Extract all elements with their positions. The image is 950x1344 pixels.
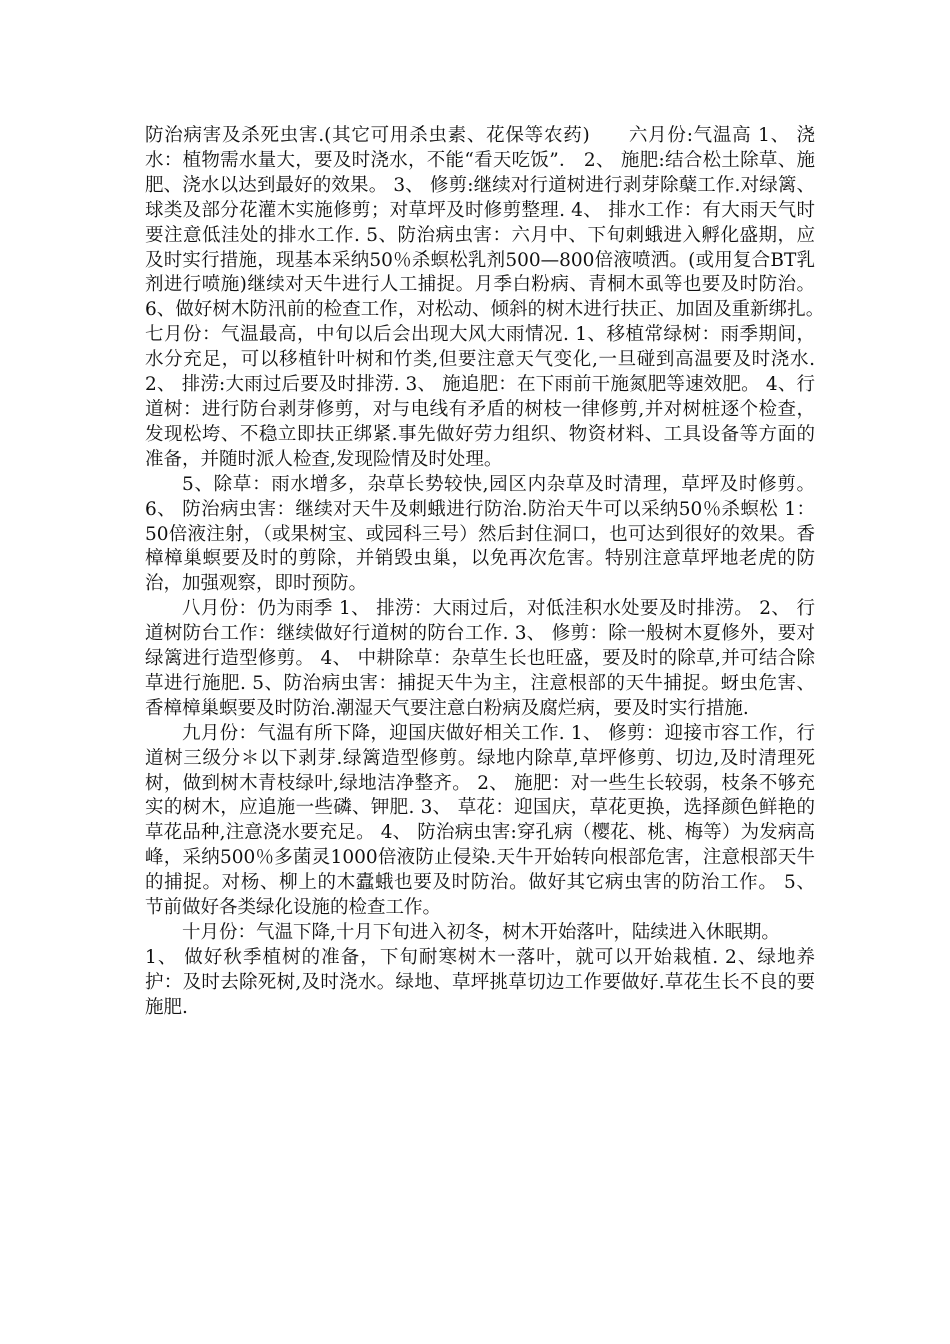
paragraph-june-july: 防治病害及杀死虫害.(其它可用杀虫素、花保等农药) 六月份:气温高 1、 浇水：植物需水量大，要及时浇水，不能“看天吃饭”． 2、 施肥:结合松土除草、施肥、浇水以达到最好的效果。 3、 修剪:继续对行道树进行剥芽除蘖工作.对绿篱、球类及部分花灌木实施修剪；对草坪及时修剪整理. 4、 排水工作：有大雨天气时要注意低洼处的排水工作. 5、防治病虫害：六月中、下旬刺蛾进入孵化盛期，应及时实行措施，现基本采纳50％杀螟松乳剂500—800倍液喷洒。(或用复合BT乳剂进行喷施)继续对天牛进行人工捕捉。月季白粉病、青桐木虱等也要及时防治。 6、做好树木防汛前的检查工作，对松动、倾斜的树木进行扶正、加固及重新绑扎。 七月份：气温最高，中旬以后会出现大风大雨情况. 1、移植常绿树：雨季期间，水分充足，可以移植针叶树和竹类,但要注意天气变化,一旦碰到高温要及时浇水. 2、 排涝:大雨过后要及时排涝. 3、 施追肥：在下雨前干施氮肥等速效肥。 4、行道树：进行防台剥芽修剪，对与电线有矛盾的树枝一律修剪,并对树桩逐个检查，发现松垮、不稳立即扶正绑紧.事先做好劳力组织、物资材料、工具设备等方面的准备，并随时派人检查,发现险情及时处理。 (145, 125, 853, 470)
paragraph-september: 九月份：气温有所下降，迎国庆做好相关工作. 1、 修剪：迎接市容工作，行道树三级分＊以下剥芽.绿篱造型修剪。绿地内除草,草坪修剪、切边,及时清理死树，做到树木青枝绿叶,绿地洁净整齐。 2、 施肥：对一些生长较弱，枝条不够充实的树木，应追施一些磷、钾肥. 3、 草花：迎国庆，草花更换，选择颜色鲜艳的草花品种,注意浇水要充足。 4、 防治病虫害:穿孔病（樱花、桃、梅等）为发病高峰，采纳500％多菌灵1000倍液防止侵染.天牛开始转向根部危害，注意根部天牛的捕捉。对杨、柳上的木蠹蛾也要及时防治。做好其它病虫害的防治工作。 5、 节前做好各类绿化设施的检查工作。 (145, 722, 815, 919)
paragraph-october: 十月份：气温下降,十月下旬进入初冬，树木开始落叶，陆续进入休眠期。 (182, 922, 780, 943)
paragraph-october-tasks: 1、 做好秋季植树的准备，下旬耐寒树木一落叶，就可以开始栽植. 2、绿地养护：及时去除死树,及时浇水。绿地、草坪挑草切边工作要做好.草花生长不良的要施肥. (145, 946, 815, 1018)
paragraph-july-weeding: 5、除草：雨水增多，杂草长势较快,园区内杂草及时清理，草坪及时修剪。6、 防治病虫害：继续对天牛及刺蛾进行防治.防治天牛可以采纳50％杀螟松 1：50倍液注射，（或果树宝、或园科三号）然后封住洞口，也可达到很好的效果。香樟樟巢螟要及时的剪除，并销毁虫巢，以免再次危害。特别注意草坪地老虎的防治，加强观察，即时预防。 (145, 473, 815, 595)
paragraph-august: 八月份：仍为雨季 1、 排涝：大雨过后，对低洼积水处要及时排涝。 2、 行道树防台工作：继续做好行道树的防台工作. 3、 修剪：除一般树木夏修外，要对绿篱进行造型修剪。 4、 中耕除草：杂草生长也旺盛，要及时的除草,并可结合除草进行施肥. 5、防治病虫害：捕捉天牛为主，注意根部的天牛捕捉。蚜虫危害、香樟樟巢螟要及时防治.潮湿天气要注意白粉病及腐烂病，要及时实行措施. (145, 598, 815, 719)
document-body (145, 124, 853, 1021)
